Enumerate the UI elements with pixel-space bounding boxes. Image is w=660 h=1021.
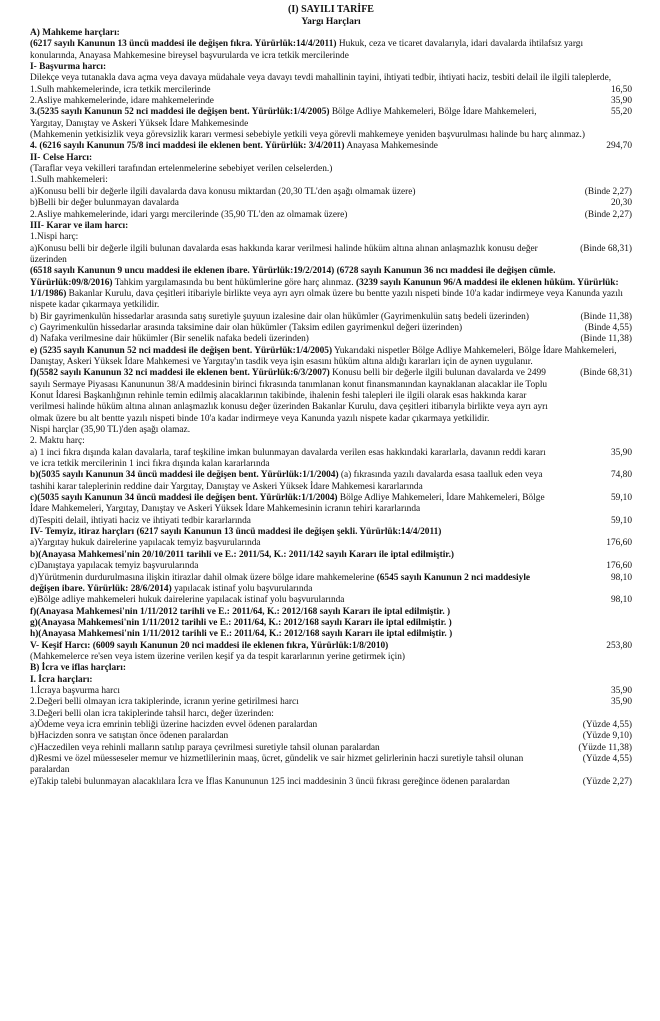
tariff-line [30,334,632,345]
tariff-line [30,346,632,369]
line-text [30,595,562,606]
section-heading [30,28,632,39]
line-text [30,130,632,141]
plain-clause: Hukuk, ceza ve ticaret davalarıyla, idari davalarda ihtilafsız yargı konularında, Anayasa Mahkemesine bireysel başvurularda ve icra tetkik mercilerinde [30,39,584,61]
fee-amount: 20,30 [610,198,632,209]
line-text [30,709,632,720]
line-text [30,232,632,243]
plain-clause: c) Gayrimenkulün hissedarlar arasında taksimine dair olan hükümler (Taksim edilen gayrimenkul değeri üzerinden) [30,322,463,333]
line-text [30,175,632,186]
bold-clause: f)(Anayasa Mahkemesi'nin 1/11/2012 tarihli ve E.: 2011/64, K.: 2012/168 sayılı Kararı ile iptal edilmiştir. ) [30,606,451,617]
tariff-line [30,629,632,640]
section-heading [30,221,632,232]
tariff-line [30,652,632,663]
bold-clause: III- Karar ve ilam harcı: [30,220,129,231]
fee-amount: 98,10 [610,595,632,606]
bold-clause: (6545 sayılı Kanunun 2 nci maddesiyle değişen ibare. Yürürlük: 28/6/2014) [30,572,531,594]
bold-clause: II- Celse Harcı: [30,152,93,163]
line-text [30,62,632,73]
line-text [30,697,562,708]
tariff-line [30,244,632,267]
tariff-line [30,436,632,447]
bold-clause: A) Mahkeme harçları: [30,28,120,38]
tariff-line [30,697,632,708]
line-text [30,368,562,425]
plain-clause: 1.Sulh mahkemeleri: [30,175,108,186]
tariff-line [30,516,632,527]
tariff-line [30,39,632,62]
plain-clause: (Taraflar veya vekilleri tarafından ertelenmelerine sebebiyet verilen celselerden.) [30,164,333,175]
tariff-line [30,323,632,334]
bold-clause: IV- Temyiz, itiraz harçları (6217 sayılı Kanunun 13 üncü maddesi ile değişen şekli. Yürürlük:14/4/2011) [30,527,442,538]
plain-clause: (a) fıkrasında yazılı davalarda esasa taalluk eden veya tashihi karar taleplerinin reddine dair Yargıtay, Danıştay ve Askeri Yüksek İdare Mahkemesi kararlarında [30,470,543,492]
tariff-lines [30,28,632,788]
fee-amount: 35,90 [610,96,632,107]
tariff-line [30,470,632,493]
plain-clause: b) Bir gayrimenkulün hissedarlar arasında satış suretiyle şuyuun izalesine dair olan hükümler (Gayrimenkulün satış bedeli üzerinden) [30,311,529,322]
plain-clause: 1.İcraya başvurma harcı [30,685,121,696]
line-text [30,686,562,697]
tariff-line [30,107,632,130]
plain-clause: Nispi harçlar (35,90 TL)'den aşağı olamaz. [30,425,191,436]
line-text [30,607,632,618]
line-text [30,425,632,436]
line-text [30,550,632,561]
line-text [30,187,562,198]
bold-clause: 4. (6216 sayılı Kanunun 75/8 inci maddesi ile eklenen bent. Yürürlük: 3/4/2011) [30,141,345,152]
line-text [30,731,562,742]
tariff-line [30,175,632,186]
plain-clause: 1.Nispi harç: [30,232,79,243]
plain-clause: Konusu belli bir değerle ilgili bulunan davalarda ve 2499 sayılı Sermaye Piyasası Kanununun 38/A maddesinin birinci fıkrasında tanımlanan konut finansmanından kaynaklanan alacaklar ile Toplu Konut İdaresi Başkanlığının rehinle temin edilmiş alacaklarının takibinde, ihalenin feshi talepleri ile ilgili olarak esas hakkında karar verilmesi halinde hüküm altına alınan anlaşmazlık konusu değer üzerinden [30,368,548,413]
plain-clause: b)Belli bir değer bulunmayan davalarda [30,198,179,209]
fee-amount: (Binde 11,38) [580,334,632,345]
line-text [30,107,562,130]
bold-clause: I. İcra harçları: [30,674,93,685]
tariff-line [30,448,632,471]
plain-clause: d) Nafaka verilmesine dair hükümler (Bir senelik nafaka bedeli üzerinden) [30,334,309,345]
plain-clause: d)Yürütmenin durdurulmasına ilişkin itirazlar dahil olmak üzere bölge idare mahkemelerine [30,572,377,583]
tariff-line [30,266,632,311]
bold-clause: I- Başvurma harcı: [30,62,107,73]
tariff-line [30,550,632,561]
tariff-line [30,210,632,221]
tariff-line [30,731,632,742]
line-text [30,153,632,164]
plain-clause: Tahkim yargılamasında bu bent hükümlerine göre harç alınmaz. [112,277,356,288]
tariff-line [30,198,632,209]
tariff-line [30,709,632,720]
fee-amount: 35,90 [610,447,632,458]
bold-clause: b)(5035 sayılı Kanunun 34 üncü maddesi ile değişen bent. Yürürlük:1/1/2004) [30,470,339,481]
section-heading [30,527,632,538]
plain-clause: e)Bölge adliye mahkemeleri hukuk dairelerine yapılacak istinaf yolu başvurularında [30,595,345,606]
fee-amount: 176,60 [606,561,632,572]
plain-clause: 2.Asliye mahkemelerinde, idari yargı mercilerinde (35,90 TL'den az olmamak üzere) [30,209,348,220]
plain-clause: a) 1 inci fıkra dışında kalan davalarla, taraf teşkiline imkan bulunmayan davalarda verilen esas hakkındaki kararlarla, davanın reddi kararı ve icra tetkik mercilerinin 1 inci fıkra dışında kalan kararlarında [30,447,546,470]
tariff-line [30,777,632,788]
bold-clause: b)(Anayasa Mahkemesi'nin 20/10/2011 tarihli ve E.: 2011/54, K.: 2011/142 sayılı Kararı ile iptal edilmiştir.) [30,549,455,560]
line-text [30,198,562,209]
line-text [30,675,632,686]
line-text [30,164,632,175]
bold-clause: (6217 sayılı Kanunun 13 üncü maddesi ile değişen fıkra. Yürürlük:14/4/2011) [30,39,337,50]
page-subtitle: Yargı Harçları [301,17,361,27]
line-text [30,210,562,221]
tariff-line [30,573,632,596]
line-text [30,720,562,731]
fee-amount: (Binde 2,27) [584,209,632,220]
line-text [30,754,562,777]
fee-amount: 55,20 [610,107,632,118]
line-text [30,561,562,572]
fee-amount: 74,80 [610,470,632,481]
line-text [30,39,632,62]
bold-clause: (6518 sayılı Kanunun 9 uncu maddesi ile eklenen ibare. Yürürlük:19/2/2014) (6728 sayılı Kanunun 36 ncı maddesi ile değişen cümle. Yürürlük:09/8/2016) [30,266,556,288]
line-text [30,221,632,232]
tariff-line [30,141,632,152]
section-heading [30,663,632,674]
plain-clause: Bölge Adliye Mahkemeleri, Bölge İdare Mahkemeleri, Yargıtay, Danıştay ve Askeri Yüksek İdare Mahkemesinde [30,107,537,129]
line-text [30,448,562,471]
section-heading [30,62,632,73]
tariff-line [30,754,632,777]
bold-clause: V- Keşif Harcı: (6009 sayılı Kanunun 20 nci maddesi ile eklenen fıkra, Yürürlük:1/8/2010) [30,640,389,651]
fee-amount: 35,90 [610,697,632,708]
tariff-line [30,561,632,572]
plain-clause: Bakanlar Kurulu, dava çeşitleri itibariyle birlikte veya ayrı ayrı olmak üzere bu bentte yazılı nispeti binde 10'a kadar indirmeye veya Kanunda yazılı nispete kadar çıkarmaya yetkilidir. [30,288,623,311]
fee-amount: (Binde 11,38) [580,311,632,322]
fee-amount: (Yüzde 4,55) [582,719,632,730]
line-text [30,141,562,152]
fee-amount: 294,70 [606,141,632,152]
line-text [30,527,632,538]
plain-clause: (Mahkemelerce re'sen veya istem üzerine verilen keşif ya da tespit kararlarının yerine getirmek için) [30,651,406,662]
line-text [30,470,562,493]
fee-amount: (Binde 4,55) [584,322,632,333]
fee-amount: (Yüzde 4,55) [582,754,632,764]
tariff-line [30,493,632,516]
bold-clause: (3239 sayılı Kanunun 96/A maddesi ile eklenen hüküm. Yürürlük: 1/1/1986) [30,277,619,299]
fee-amount: (Binde 68,31) [580,243,632,254]
tariff-line [30,641,632,652]
line-text [30,334,562,345]
line-text [30,266,632,311]
line-text [30,629,632,640]
fee-amount: 59,10 [610,515,632,526]
line-text [30,346,632,369]
bold-clause: c)(5035 sayılı Kanunun 34 üncü maddesi ile değişen bent. Yürürlük:1/1/2004) [30,493,338,504]
line-text [30,516,562,527]
tariff-line [30,686,632,697]
plain-clause: 3.Değeri belli olan icra takiplerinde tahsil harcı, değer üzerinden: [30,708,274,719]
fee-amount: (Yüzde 11,38) [578,742,632,753]
plain-clause: d)Tespiti delail, ihtiyati haciz ve ihtiyati tedbir kararlarında [30,515,251,526]
plain-clause: Anayasa Mahkemesinde [344,141,438,152]
tariff-line [30,73,632,84]
line-text [30,436,632,447]
line-text [30,28,632,39]
tariff-line [30,232,632,243]
fee-amount: (Binde 68,31) [580,368,632,379]
tariff-line [30,312,632,323]
bold-clause: f)(5582 sayılı Kanunun 32 nci maddesi ile eklenen bent. Yürürlük:6/3/2007) [30,368,330,379]
bold-clause: B) İcra ve iflas harçları: [30,663,127,674]
line-text [30,663,632,674]
fee-amount: 16,50 [610,84,632,95]
tariff-line [30,130,632,141]
plain-clause: a)Konusu belli bir değerle ilgili davalarda dava konusu miktardan (20,30 TL'den aşağı olmamak üzere) [30,186,416,197]
fee-amount: 59,10 [610,493,632,504]
line-text [30,538,562,549]
fee-amount: 98,10 [610,572,632,583]
plain-clause: 2.Asliye mahkemelerinde, idare mahkemelerinde [30,96,214,107]
fee-amount: 176,60 [606,538,632,549]
line-text [30,618,632,629]
tariff-line [30,618,632,629]
plain-clause: d)Resmi ve özel müesseseler memur ve hizmetlilerinin maaş, ücret, gündelik ve sair hizmet gelirlerinin haczi suretiyle tahsil olunan paralardan [30,754,524,776]
plain-clause: 1.Sulh mahkemelerinde, icra tetkik mercilerinde [30,84,211,95]
tariff-line [30,187,632,198]
line-text [30,777,562,788]
line-text [30,323,562,334]
tariff-line [30,595,632,606]
section-heading [30,675,632,686]
tariff-line [30,743,632,754]
tariff-line [30,607,632,618]
plain-clause: b)Hacizden sonra ve satıştan önce ödenen paralardan [30,731,229,742]
fee-amount: (Yüzde 9,10) [582,731,632,742]
bold-clause: 3.(5235 sayılı Kanunun 52 nci maddesi ile değişen bent. Yürürlük:1/4/2005) [30,107,330,118]
line-text [30,85,562,96]
plain-clause: c)Danıştaya yapılacak temyiz başvurularında [30,561,199,572]
tariff-line [30,164,632,175]
tariff-line [30,425,632,436]
plain-clause: Dilekçe veya tutanakla dava açma veya davaya müdahale veya davayı tevdi mahallinin tayini, ihtiyati tedbir, ihtiyati haciz, tesbiti delail ile ilgili taleplerde, [30,73,612,84]
plain-clause: a)Yargıtay hukuk dairelerine yapılacak temyiz başvurularında [30,538,261,549]
line-text [30,96,562,107]
plain-clause: (Mahkemenin yetkisizlik veya görevsizlik kararı vermesi sebebiyle yetkili veya görevli mahkemeye yeniden başvurulması halinde bu harç alınmaz.) [30,130,585,141]
plain-clause: c)Haczedilen veya rehinli malların satılıp paraya çevrilmesi suretiyle tahsil olunan paralardan [30,742,380,753]
fee-amount: 253,80 [606,640,632,651]
plain-clause: a)Konusu belli bir değerle ilgili bulunan davalarda esas hakkında karar verilmesi halinde hüküm altına alınan anlaşmazlık konusu değer üzerinden [30,243,538,265]
line-text [30,244,562,267]
plain-clause: e)Takip talebi bulunmayan alacaklılara İcra ve İflas Kanununun 125 inci maddesinin 3 üncü fıkrası gereğince ödenen paralardan [30,776,510,787]
plain-clause: a)Ödeme veya icra emrinin tebliği üzerine hacizden evvel ödenen paralardan [30,719,318,730]
section-heading [30,153,632,164]
tariff-line [30,85,632,96]
plain-clause: 2.Değeri belli olmayan icra takiplerinde, icranın yerine getirilmesi harcı [30,697,299,708]
tariff-line [30,368,632,425]
tariff-line [30,720,632,731]
line-text [30,652,632,663]
plain-clause: Yukarıdaki nispetler Bölge Adliye Mahkemeleri, Bölge İdare Mahkemeleri, Danıştay, Askeri Yüksek İdare Mahkemesi ve Yargıtay'ın tasdik veya işin esasını hüküm altına aldığı kararları için de aynen uygulanır. [30,345,617,367]
line-text [30,573,562,596]
tariff-line [30,538,632,549]
plain-clause: Bakanlar Kurulu, dava çeşitleri itibarıyla birlikte veya ayrı ayrı olmak üzere bu alt bentte yazılı nispeti binde 10'a kadar indirmeye veya Kanunda yazılı nispete kadar çıkarmaya yetkilidir. [30,402,548,424]
tariff-line [30,96,632,107]
line-text [30,312,562,323]
fee-amount: 35,90 [610,685,632,696]
bold-clause: g)(Anayasa Mahkemesi'nin 1/11/2012 tarihli ve E.: 2011/64, K.: 2012/168 sayılı Kararı ile iptal edilmiştir. ) [30,617,452,628]
line-text [30,743,562,754]
bold-clause: h)(Anayasa Mahkemesi'nin 1/11/2012 tarihli ve E.: 2011/64, K.: 2012/168 sayılı Kararı ile iptal edilmiştir. ) [30,629,453,640]
line-text [30,73,632,84]
plain-clause: Bölge Adliye Mahkemeleri, İdare Mahkemeleri, Bölge İdare Mahkemeleri, Yargıtay, Danıştay ve Askeri Yüksek İdare Mahkemesinin icranın tehiri kararlarında [30,493,545,515]
line-text [30,493,562,516]
plain-clause: 2. Maktu harç: [30,436,85,447]
page-title: (I) SAYILI TARİFE [288,4,374,15]
fee-amount: (Binde 2,27) [584,186,632,197]
bold-clause: e) (5235 sayılı Kanunun 52 nci maddesi ile değişen bent. Yürürlük:1/4/2005) [30,345,333,356]
plain-clause: yapılacak istinaf yolu başvurularında [171,583,313,594]
fee-amount: (Yüzde 2,27) [582,776,632,787]
line-text [30,641,562,652]
